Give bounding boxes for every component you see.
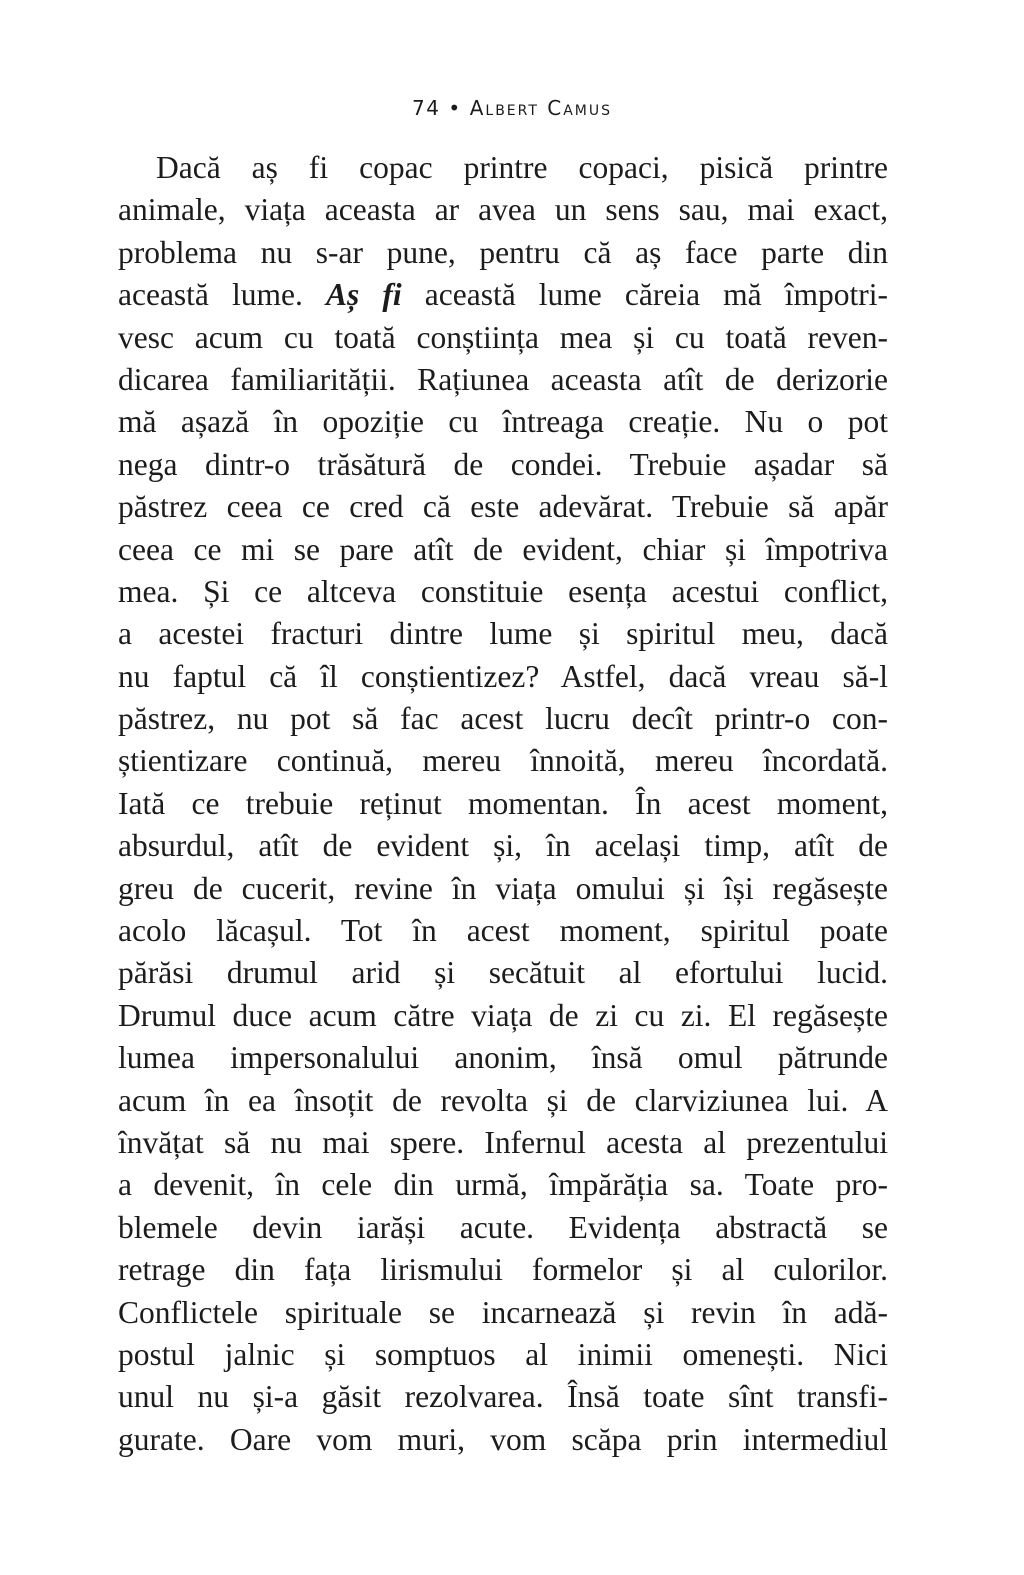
running-header: [0, 96, 1024, 120]
text-line: problema nu s-ar pune, pentru că aș face parte din: [118, 234, 888, 270]
text-line: Drumul duce acum către viața de zi cu zi. El regăsește: [118, 997, 888, 1033]
text-line: greu de cucerit, revine în viața omului și își regăsește: [118, 870, 888, 906]
text-line: gurate. Oare vom muri, vom scăpa prin intermediul: [118, 1421, 888, 1457]
text-line: ceea ce mi se pare atît de evident, chiar și împotriva: [118, 531, 888, 567]
text-line: lumea impersonalului anonim, însă omul pătrunde: [118, 1040, 888, 1076]
text-line: învățat să nu mai spere. Infernul acesta al prezentului: [118, 1124, 888, 1160]
text-line: acum în ea însoțit de revolta și de clarviziunea lui. A: [118, 1082, 888, 1118]
text-line: mea. Și ce altceva constituie esența acestui conflict,: [118, 573, 888, 609]
text-line: animale, viața aceasta ar avea un sens sau, mai exact,: [118, 192, 888, 228]
text-line: blemele devin iarăși acute. Evidența abstractă se: [118, 1209, 888, 1245]
text-line: Dacă aș fi copac printre copaci, pisică printre: [156, 150, 888, 185]
text-line: unul nu și-a găsit rezolvarea. Însă toate sînt transfi-: [118, 1379, 888, 1415]
text-line: vesc acum cu toată conștiința mea și cu toată reven-: [118, 319, 888, 355]
text-line: știentizare continuă, mereu înnoită, mereu încordată.: [118, 743, 888, 779]
text-fragment: această lume.: [118, 277, 303, 313]
text-line: a devenit, în cele din urmă, împărăția sa. Toate pro-: [118, 1167, 888, 1203]
text-line: retrage din fața lirismului formelor și al culorilor.: [118, 1252, 888, 1288]
text-line: păstrez ceea ce cred că este adevărat. Trebuie să apăr: [118, 489, 888, 525]
text-line: Iată ce trebuie reținut momentan. În acest moment,: [118, 785, 888, 821]
text-line: nega dintr-o trăsătură de condei. Trebuie așadar să: [118, 446, 888, 482]
text-line-with-emphasis: [118, 274, 888, 316]
author-name: Albert Camus: [469, 96, 613, 120]
text-line: dicarea familiarității. Rațiunea aceasta atît de derizorie: [118, 361, 888, 397]
header-separator: •: [448, 96, 462, 120]
text-line: mă așază în opoziție cu întreaga creație. Nu o pot: [118, 404, 888, 440]
text-fragment: această lume căreia mă împotri-: [424, 277, 888, 313]
body-text: [118, 147, 888, 1461]
text-line: părăsi drumul arid și secătuit al efortului lucid.: [118, 955, 888, 991]
text-line: absurdul, atît de evident și, în același timp, atît de: [118, 828, 888, 864]
text-line: păstrez, nu pot să fac acest lucru decît printr-o con-: [118, 701, 888, 737]
text-line: postul jalnic și somptuos al inimii omenești. Nici: [118, 1336, 888, 1372]
page-number: 74: [411, 96, 441, 120]
text-line: a acestei fracturi dintre lume și spiritul meu, dacă: [118, 616, 888, 652]
text-line: nu faptul că îl conștientizez? Astfel, dacă vreau să-l: [118, 658, 888, 694]
text-line: acolo lăcașul. Tot în acest moment, spiritul poate: [118, 913, 888, 949]
emphasized-phrase: Aș fi: [326, 277, 402, 313]
text-line: Conflictele spirituale se incarnează și revin în adă-: [118, 1294, 888, 1330]
